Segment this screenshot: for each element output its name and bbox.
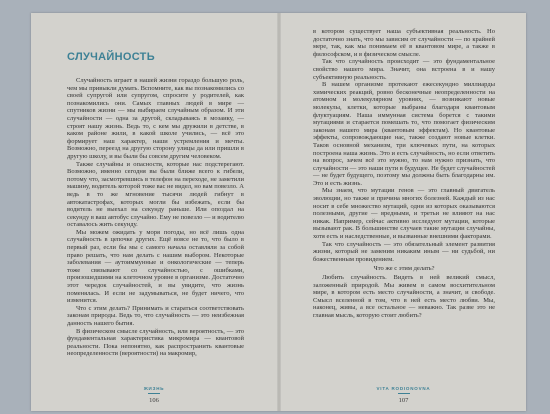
paragraph: Что с этим делать? Принимать и стараться соответствовать законам природы. Ведь то, что случайность — это неизбежная данность нашего бытия.: [67, 304, 244, 327]
paragraph: Мы можем ожидать у моря погоды, но всё лишь одна случайность в цепочке других. Ещё вовсе не то, что было в первый раз, если бы мы с самого начала оставляли за собой право решать, что нам делать с нашим выбором. Некоторые заболевания — аутоиммунные и онкологические — теперь тоже связывают со случайностью, с ошибками, произошедшими на клеточном уровне в организме. Достаточно этот чередок случайностей, и вы увидите, что жизнь поменялась. И если не задумываться, не будет ничего, что изменится.: [67, 228, 244, 305]
paragraph: в котором существует наша субъективная реальность. Но достаточно знать, что мы зависим от случайности — по крайней мере, так, как мы понимаем её в квантовом мире, а также в философском, и в физическом смысле.: [313, 28, 495, 58]
left-page-footer: [31, 386, 277, 404]
paragraph: Случайность играет в нашей жизни гораздо большую роль, чем мы привыкли думать. Вспомните, как вы познакомились со своей супругой или супругом, спросите у родителей, как познакомились они. Самых главных людей в мире — спутников жизни — мы выбираем случайным образом. И эти случайности — одна за другой, складываясь в мозаику, — строят нашу жизнь. Ведь то, с кем мы дружили в детстве, в каком районе жили, в какой школе учились, — всё это формирует наш характер, наши устремления и мечты. Возможно, переезд на другую сторону улицы да или пришли в другую школу, и вы были бы совсем другим человеком.: [67, 77, 244, 160]
page-number: 107: [398, 397, 409, 404]
footer-rule: [148, 393, 160, 394]
footer-rule: [398, 393, 410, 394]
right-page: [281, 13, 526, 411]
paragraph: В физическом смысле случайность, или вероятность, — это фундаментальная характеристика микромира — квантовой реальности. Пока непонятно, как распространить квантовые неопределенности (вероятности) на макромир,: [67, 327, 244, 358]
chapter-heading: СЛУЧАЙНОСТЬ: [67, 51, 155, 63]
paragraph: Мы знаем, что мутации генов — это главный двигатель эволюции, но также и причина многих болезней. Каждый из нас носит в себе множество мутаций, одни из которых оказываются полезными, другие — вредными, и третьи не влияют на нас никак. Например, сейчас активно исследуют мутации, которые вызывают рак. В большинстве случаев такие мутации случайны, хотя есть и наследственные, и вызванные внешними факторами.: [313, 187, 495, 241]
right-page-footer: [281, 386, 526, 404]
centered-question: Что же с этим делать?: [373, 265, 435, 273]
paragraph: Любить случайность. Видеть в ней великий смысл, заложенный природой. Мы живем в самом восхитительном мире, в котором есть место случайности, а значит, и свободе. Смысл вселенной в том, что в ней есть место любви. Мы, наконец, живы, а все остальное — неважно. Так разве это не главная мысль, которую стоит любить?: [313, 274, 495, 319]
running-footer-label: VITA RODIONOVNA: [376, 386, 431, 391]
left-page: [31, 13, 277, 411]
left-page-text: [67, 77, 244, 358]
book-spread: [31, 13, 526, 411]
paragraph: Так что случайность происходит — это фундаментальное свойство нашего мира. Значит, она встроена в и нашу субъективную реальность.: [313, 58, 495, 81]
paragraph: Также случайны и опасности, которые нас подстерегают. Возможно, именно сегодня вы были ближе всего к гибели, потому что, засмотревшись в телефон на переходе, не заметили машину, водитель которой тоже вас не видел, но вам повезло. А ведь в то же мгновение тысячи людей гибнут в автокатастрофах, которых могли бы избежать, если бы водитель не выехал на секунду раньше. Или опоздал на секунду в ваш автобус случайно. Ему не повезло — и водителю оставалось жить секунду.: [67, 160, 244, 229]
page-number: 106: [149, 397, 159, 404]
paragraph: Так что случайность — это обязательный элемент развития жизни, который не заменим никаким иным — ни судьбой, ни божественным провидением.: [313, 240, 495, 263]
right-page-text: [313, 28, 495, 320]
running-footer-label: ЖИЗНЬ: [143, 386, 165, 391]
paragraph: В нашем организме протекают ежесекундно миллиарды химических реакций, ровно бесконечные неопределенности на атомном и молекулярном уровнях, — возникают новые молекулы, клетки, которые выбраны благодаря квантовым флуктуациям. Наша иммунная система борется с такими мутациями и старается помешать то, что помогает физическим законам нашего мира (квантовым эффектам). Но квантовые эффекты, сопровождающие нас, также создают новые клетки. Таков основной механизм, три ключевых пути, на которых построена наша жизнь. Это и есть случайность, но если ответить на вопрос, зачем всё это нужно, то нам нужно признать, что случайности — это наши пути в будущее. Не будет случайностей — не будет будущего, поэтому мы должны быть благодарны им. Это и есть жизнь.: [313, 81, 495, 187]
